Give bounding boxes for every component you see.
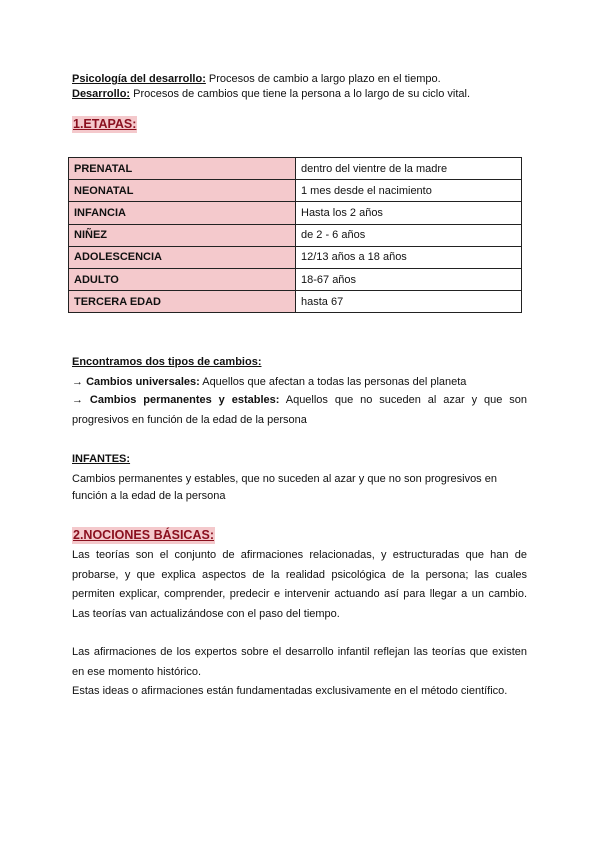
cambios-heading: Encontramos dos tipos de cambios: — [72, 356, 262, 368]
cambios-permanentes — [72, 391, 527, 430]
table-row — [69, 180, 522, 202]
arrow-icon: → — [72, 394, 83, 406]
universales-text: Aquellos que afectan a todas las personas del planeta — [199, 376, 467, 388]
stage-description: 12/13 años a 18 años — [296, 246, 522, 268]
definition-psicologia — [72, 73, 441, 86]
cambios-universales — [72, 376, 466, 389]
stage-name: NEONATAL — [69, 180, 296, 202]
section-heading-etapas: 1.ETAPAS: — [73, 117, 137, 131]
table-row — [69, 268, 522, 290]
permanentes-text-continued: progresivos en función de la edad de la persona — [72, 413, 307, 426]
stage-name: NIÑEZ — [69, 224, 296, 246]
psicologia-text: Procesos de cambio a largo plazo en el tiempo. — [205, 73, 441, 85]
psicologia-term: Psicología del desarrollo: — [72, 73, 206, 85]
stage-description: 1 mes desde el nacimiento — [296, 180, 522, 202]
arrow-icon: → — [72, 376, 83, 388]
table-row — [69, 291, 522, 313]
table-row — [69, 202, 522, 224]
stage-name: PRENATAL — [69, 158, 296, 180]
stage-name: INFANCIA — [69, 202, 296, 224]
table-row — [69, 158, 522, 180]
infantes-heading: INFANTES: — [72, 453, 131, 465]
stages-table — [68, 157, 522, 313]
stage-description: de 2 - 6 años — [296, 224, 522, 246]
table-row — [69, 224, 522, 246]
stage-description: dentro del vientre de la madre — [296, 158, 522, 180]
section-heading-nociones: 2.NOCIONES BÁSICAS: — [73, 528, 214, 542]
infantes-line: Cambios permanentes y estables, que no suceden al azar y que no son progresivos en — [72, 473, 497, 485]
permanentes-text: Aquellos que no suceden al azar y que son — [285, 394, 527, 406]
stage-name: ADOLESCENCIA — [69, 246, 296, 268]
infantes-line: función a la edad de la persona — [72, 490, 226, 502]
stage-description: Hasta los 2 años — [296, 202, 522, 224]
afirmaciones-paragraph: Las afirmaciones de los expertos sobre el desarrollo infantil reflejan las teorías que existen en ese momento histórico. Estas ideas o afirmaciones están fundamentadas exclusivamente en el método científico. — [72, 646, 527, 697]
permanentes-term: Cambios permanentes y estables: — [89, 394, 280, 406]
stage-name: TERCERA EDAD — [69, 291, 296, 313]
teorias-paragraph: Las teorías son el conjunto de afirmaciones relacionadas, y estructuradas que han de probarse, y que explica aspectos de la realidad psicológica de la persona; las cuales permiten explicar, comprender, predecir e intervenir actuando así para llegar a un cambio. Las teorías van actualizándose con el paso del tiempo. — [72, 549, 527, 620]
stage-name: ADULTO — [69, 268, 296, 290]
definition-desarrollo — [72, 88, 470, 101]
table-row — [69, 246, 522, 268]
desarrollo-term: Desarrollo: — [72, 88, 131, 100]
stage-description: 18-67 años — [296, 268, 522, 290]
universales-term: Cambios universales: — [86, 376, 200, 388]
desarrollo-text: Procesos de cambios que tiene la persona a lo largo de su ciclo vital. — [130, 88, 471, 100]
stage-description: hasta 67 — [296, 291, 522, 313]
